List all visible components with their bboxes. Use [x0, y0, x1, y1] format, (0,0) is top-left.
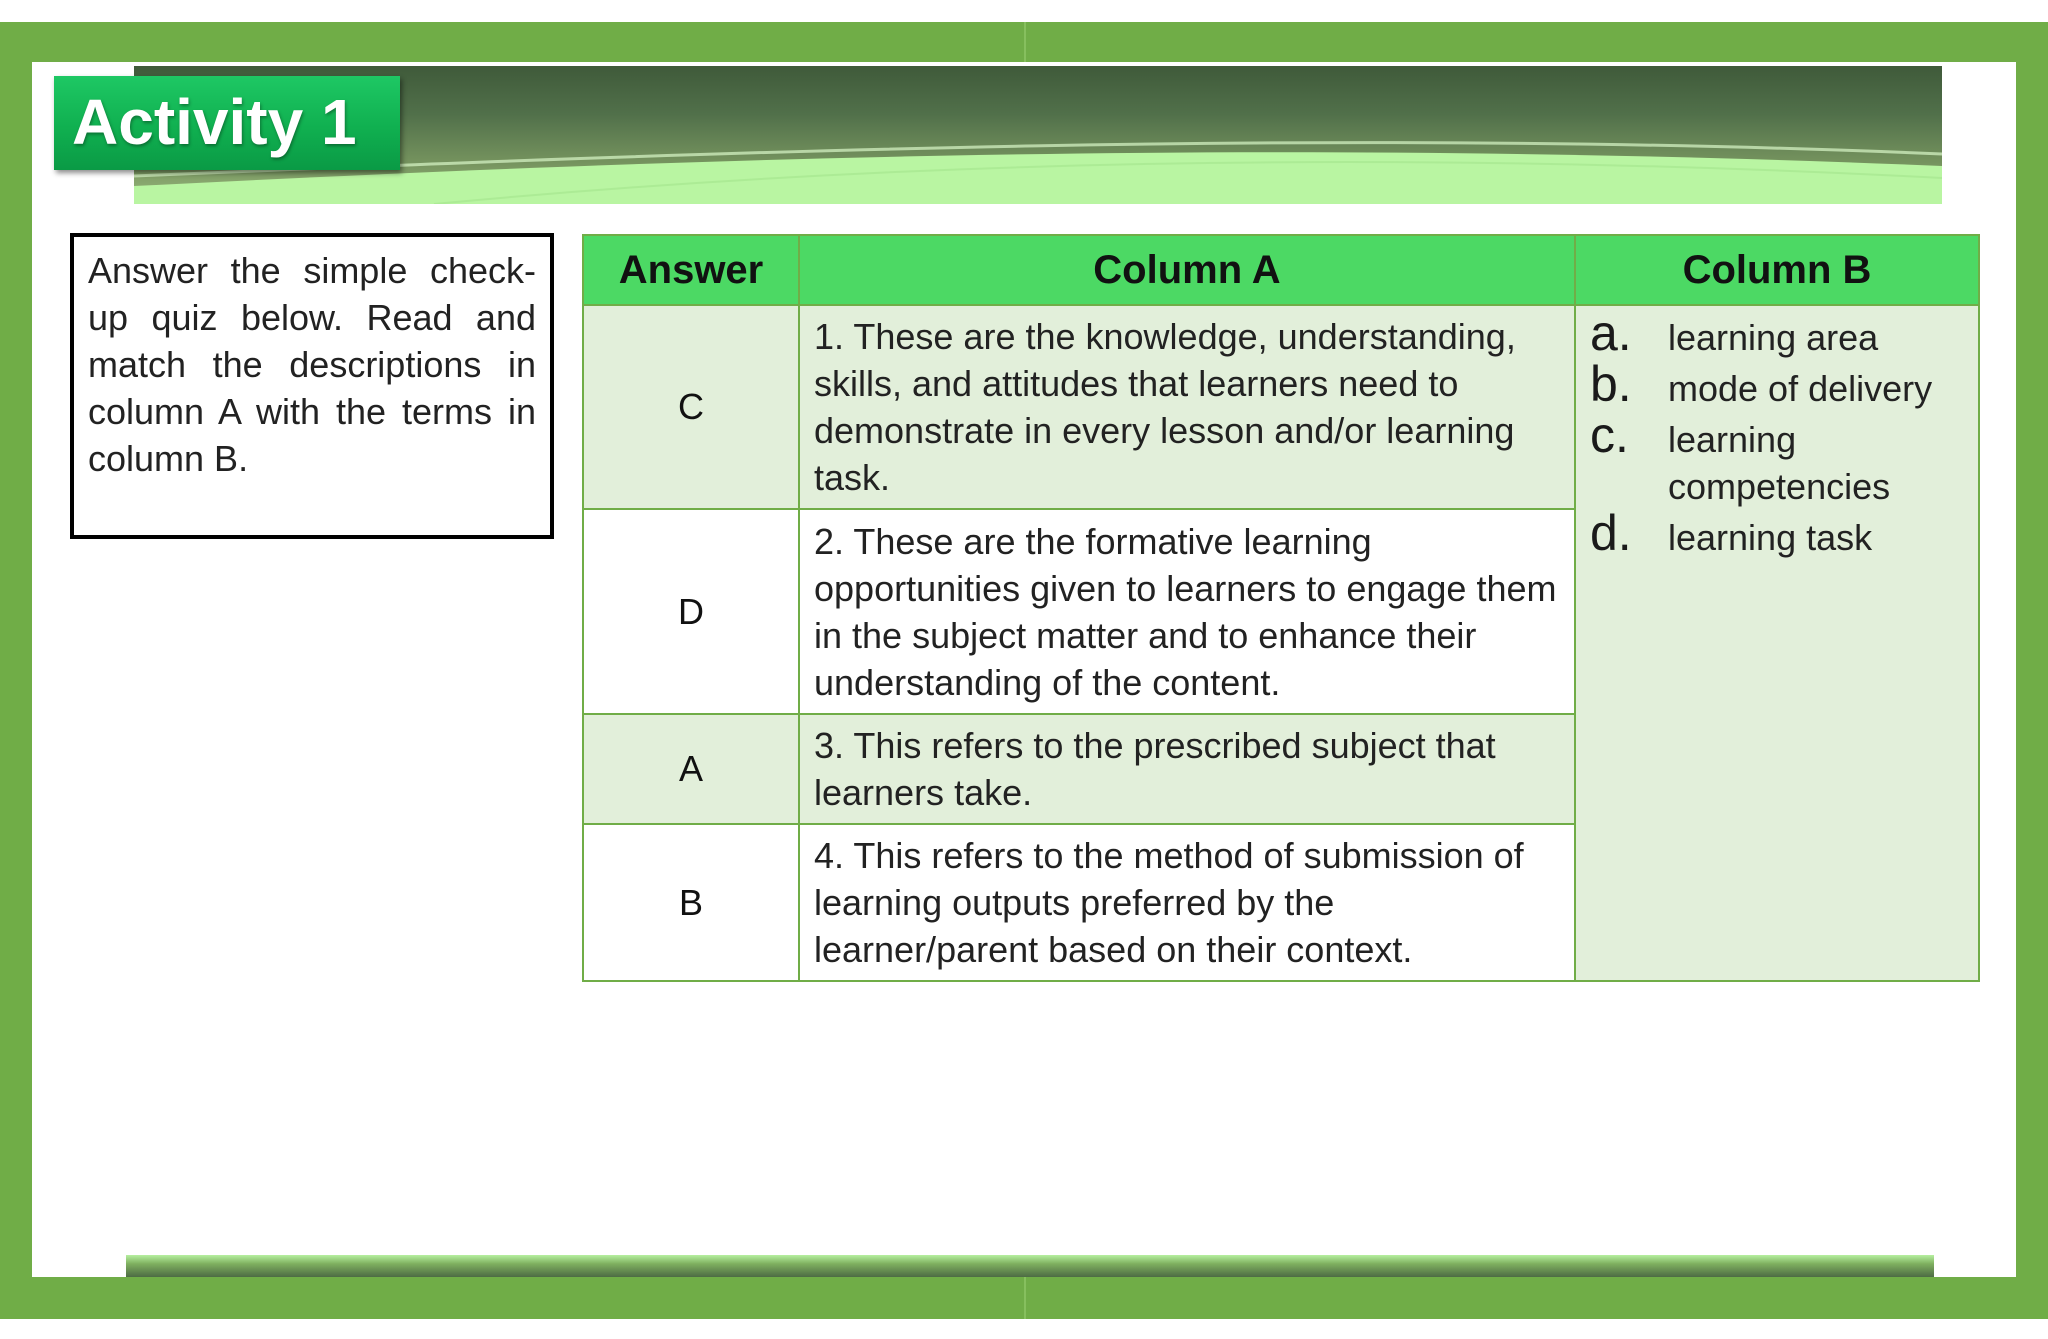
- term-text: mode of delivery: [1668, 368, 1933, 409]
- term-text: learning task: [1668, 517, 1873, 558]
- answer-cell: B: [583, 824, 799, 981]
- answer-cell: D: [583, 509, 799, 714]
- instructions-box: [70, 233, 554, 539]
- table-row: [583, 305, 1979, 509]
- header-banner: [134, 66, 1942, 204]
- answer-cell: A: [583, 714, 799, 824]
- term-text: learning area: [1668, 317, 1879, 358]
- term-item: [1590, 305, 1964, 361]
- banner-wave: [134, 66, 1942, 204]
- bottom-bar: [126, 1255, 1934, 1277]
- term-letter: a.: [1590, 305, 1632, 361]
- frame-left: [0, 22, 32, 1319]
- matching-table: [582, 234, 1980, 982]
- terms-cell: [1575, 305, 1979, 981]
- header-answer: Answer: [583, 235, 799, 305]
- table-header-row: [583, 235, 1979, 305]
- instructions-text: Answer the simple check-up quiz below. Read and match the descriptions in column A with the terms in column B.: [88, 250, 536, 479]
- description-cell: 4. This refers to the method of submission of learning outputs preferred by the learner/parent based on their context.: [799, 824, 1575, 981]
- description-cell: 3. This refers to the prescribed subject that learners take.: [799, 714, 1575, 824]
- term-text: learning competencies: [1668, 419, 1891, 507]
- frame-right: [2016, 22, 2048, 1319]
- term-letter: c.: [1590, 407, 1629, 463]
- header-column-b: Column B: [1575, 235, 1979, 305]
- description-cell: 1. These are the knowledge, understanding, skills, and attitudes that learners need to demonstrate in every lesson and/or learning task.: [799, 305, 1575, 509]
- activity-title-box: [54, 76, 400, 170]
- answer-cell: C: [583, 305, 799, 509]
- frame-seam: [1024, 22, 1026, 62]
- header-column-a: Column A: [799, 235, 1575, 305]
- term-item: [1590, 407, 1964, 510]
- frame-seam-bottom: [1024, 1277, 1026, 1319]
- term-item: [1590, 505, 1964, 561]
- term-letter: d.: [1590, 505, 1632, 561]
- page-title: Activity 1: [72, 86, 357, 158]
- term-letter: b.: [1590, 356, 1632, 412]
- description-cell: 2. These are the formative learning opportunities given to learners to engage them in the subject matter and to enhance their understanding of the content.: [799, 509, 1575, 714]
- term-item: [1590, 356, 1964, 412]
